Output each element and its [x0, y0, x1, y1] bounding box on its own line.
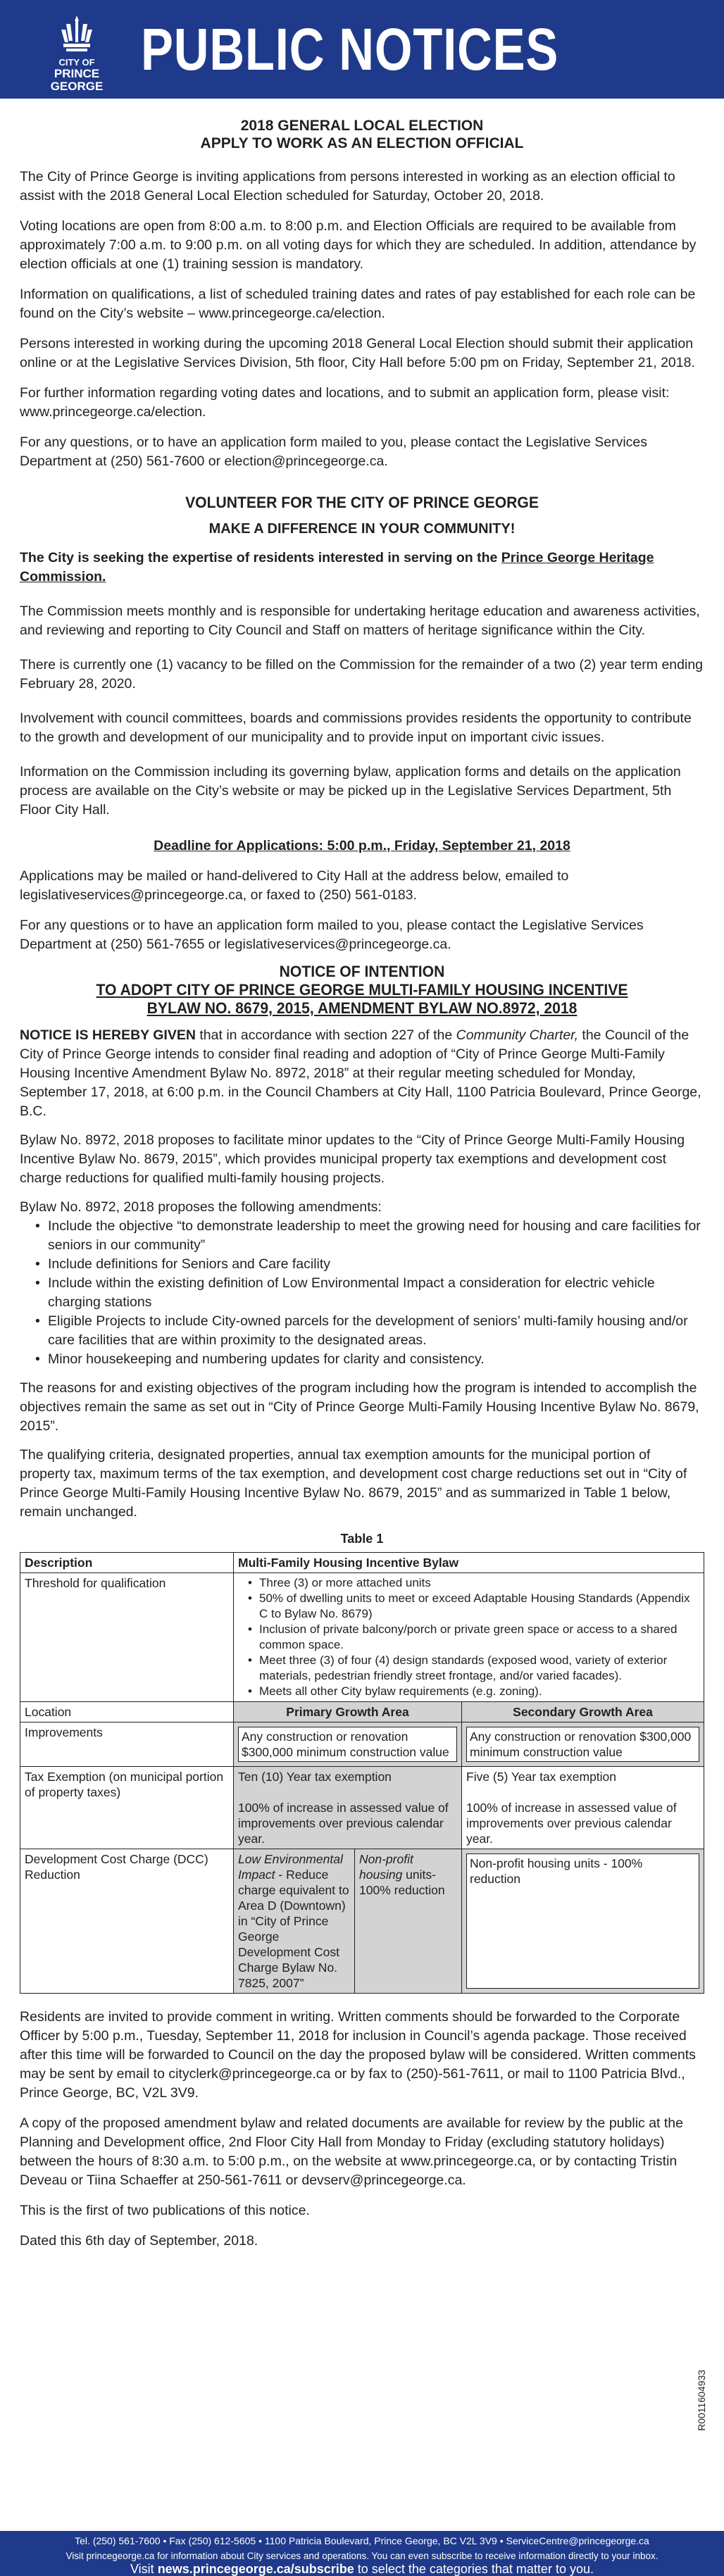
contact-footer: Tel. (250) 561-7600 • Fax (250) 612-5605 • 1100 Patricia Boulevard, Prince George, BC V2L 3V9 • ServiceCentre@princegeorge.ca — [0, 2531, 724, 2551]
dcc-secondary-cell — [462, 1849, 704, 1993]
list-item: • Meet three (3) of four (4) design standards (exposed wood, variety of exterior materials, pedestrian friendly street frontage, and/or varied facades). — [248, 1653, 699, 1684]
list-item: • Include the objective “to demonstrate leadership to meet the growing need for housing and care facilities for seniors in our community” — [35, 1217, 704, 1255]
footer-visit-text: Visit — [130, 2562, 158, 2576]
intention-heading-2: TO ADOPT CITY OF PRINCE GEORGE MULTI-FAMILY HOUSING INCENTIVE — [96, 981, 628, 999]
volunteer-paragraph: There is currently one (1) vacancy to be filled on the Commission for the remainder of a two (2) year term ending February 28, 2020. — [20, 657, 704, 692]
notice-text-a: that in accordance with section 227 of the — [195, 1027, 456, 1043]
public-notices-banner — [0, 0, 724, 99]
logo-line-1: CITY OF — [58, 57, 95, 68]
list-item: • Include within the existing definition of Low Environmental Impact a consideration for electric vehicle charging stations — [35, 1274, 704, 1312]
logo-line-2: PRINCE GEORGE — [50, 67, 104, 93]
closing-paragraph: A copy of the proposed amendment bylaw and related documents are available for review by the public at the Planning and Development office, 2nd Floor City Hall from Monday to Friday (excluding statutory holidays) between the hours of 8:30 a.m. to 5:00 p.m., on the website at www.princegeorge.ca, or by contacting Tristin Deveau or Tiina Schaeffer at 250-561-7611 or devserv@princegeorge.ca. — [20, 2115, 683, 2188]
list-item: • Eligible Projects to include City-owned parcels for the development of seniors’ multi-family housing and/or care facilities that are within proximity to the designated areas. — [35, 1312, 704, 1350]
tax-primary-amount: 100% of increase in assessed value of improvements over previous calendar year. — [238, 1801, 449, 1846]
table-caption: Table 1 — [340, 1532, 384, 1546]
subscribe-link[interactable]: news.princegeorge.ca/subscribe — [157, 2562, 354, 2576]
volunteer-paragraph: The Commission meets monthly and is responsible for undertaking heritage education and awareness activities, and reviewing and reporting to City Council and Staff on matters of heritage significance within the City. — [20, 604, 700, 638]
table-row — [20, 1849, 704, 1993]
volunteer-paragraph: Information on the Commission including its governing bylaw, application forms and details on the application process are available on the City’s website or may be picked up in the Legislative Services Department, 5th Floor City Hall. — [20, 764, 681, 818]
threshold-label: Threshold for qualification — [20, 1573, 234, 1701]
dcc-secondary: Non-profit housing units - 100% reduction — [466, 1853, 699, 1989]
intention-paragraph: The qualifying criteria, designated properties, annual tax exemption amounts for the municipal portion of property tax, maximum terms of the tax exemption, and development cost charge reductions set out in “City of Prince George Multi-Family Housing Incentive Bylaw No. 8679, 2015” and as summarized in Table 1 below, remain unchanged. — [20, 1447, 687, 1520]
tax-exemption-label: Tax Exemption (on municipal portion of property taxes) — [20, 1767, 234, 1849]
list-item: • 50% of dwelling units to meet or exceed Adaptable Housing Standards (Appendix C to Bylaw No. 8679) — [248, 1591, 699, 1622]
volunteer-paragraph: For any questions or to have an application form mailed to you, please contact the Legislative Services Department at (250) 561-7655 or legislativeservices@princegeorge.ca. — [20, 918, 644, 952]
threshold-criteria — [234, 1573, 704, 1701]
intention-heading-3: BYLAW NO. 8679, 2015, AMENDMENT BYLAW NO.8972, 2018 — [146, 999, 578, 1017]
application-deadline: Deadline for Applications: 5:00 p.m., Friday, September 21, 2018 — [154, 838, 570, 854]
table-header-bylaw: Multi-Family Housing Incentive Bylaw — [238, 1556, 459, 1570]
non-profit-label: Non-profit housing — [359, 1852, 413, 1882]
improvements-primary-cell — [234, 1722, 462, 1766]
table-row — [20, 1767, 704, 1849]
closing-paragraph: This is the first of two publications of this notice. — [20, 2203, 310, 2218]
list-item: • Meets all other City bylaw requirements (e.g. zoning). — [248, 1684, 699, 1699]
improvements-primary: Any construction or renovation $300,000 minimum construction value — [238, 1727, 457, 1762]
low-impact-label: Low Environmental Impact — [238, 1852, 343, 1882]
dcc-non-profit — [355, 1849, 461, 1993]
location-label: Location — [20, 1702, 234, 1722]
election-paragraph: For further information regarding voting dates and locations, and to submit an application form, please visit: www.princegeorge.ca/election. — [20, 385, 670, 420]
election-paragraph: Persons interested in working during the upcoming 2018 General Local Election should submit their application online or at the Legislative Services Division, 5th floor, City Hall before 5:00 pm on Friday, September 21, 2018. — [20, 336, 695, 370]
notice-text-b: the Council of the City of Prince George intends to consider final reading and adoption of “City of Prince George Multi-Family Housing Incentive Amendment Bylaw No. 8972, 2018” at their regular meeting scheduled for Monday, September 17, 2018, at 6:00 p.m. in the Council Chambers at City Hall, 1100 Patricia Boulevard, Prince George, B.C. — [20, 1027, 701, 1119]
election-heading-2: APPLY TO WORK AS AN ELECTION OFFICIAL — [200, 135, 524, 151]
footer-info-line: Visit princegeorge.ca for information about City services and operations. You can even subscribe to receive information directly to your inbox. — [65, 2551, 659, 2561]
volunteer-lead-text: The City is seeking the expertise of residents interested in serving on the — [20, 550, 498, 565]
list-item: • Inclusion of private balcony/porch or private green space or access to a shared common space. — [248, 1622, 699, 1653]
tax-primary-term: Ten (10) Year tax exemption — [238, 1770, 392, 1784]
heritage-commission-link[interactable]: Prince George Heritage Commission. — [20, 550, 654, 584]
table-row — [20, 1702, 704, 1722]
dcc-low-impact — [234, 1849, 355, 1993]
notice-given-label: NOTICE IS HEREBY GIVEN — [20, 1027, 196, 1043]
secondary-area-header: Secondary Growth Area — [462, 1702, 704, 1722]
intention-paragraph: The reasons for and existing objectives of the program including how the program is intended to accomplish the objectives remain the same as set out in “City of Prince George Multi-Family Housing Incentive Bylaw No. 8679, 2015”. — [20, 1380, 699, 1434]
list-item: • Three (3) or more attached units — [248, 1575, 699, 1591]
list-item: • Minor housekeeping and numbering updates for clarity and consistency. — [35, 1350, 704, 1369]
low-impact-text: - Reduce charge equivalent to Area D (Downtown) in “City of Prince George Development Cost Charge Bylaw No. 7825, 2007” — [238, 1868, 349, 1990]
volunteer-lead — [20, 549, 704, 587]
ad-reference-id: R0011604933 — [696, 2370, 707, 2431]
election-paragraph: Voting locations are open from 8:00 a.m. to 8:00 p.m. and Election Officials are required to be available from approximately 7:00 a.m. to 9:00 p.m. on all voting days for which they are scheduled. In addition, attendance by election officials at one (1) training session is mandatory. — [20, 218, 697, 272]
tax-secondary-amount: 100% of increase in assessed value of improvements over previous calendar year. — [466, 1801, 677, 1846]
election-paragraph: Information on qualifications, a list of scheduled training dates and rates of pay established for each role can be found on the City’s website – www.princegeorge.ca/election. — [20, 287, 696, 321]
closing-paragraph: Residents are invited to provide comment in writing. Written comments should be forwarded to the Corporate Officer by 5:00 p.m., Tuesday, September 11, 2018 for inclusion in Council’s agenda package. Those received after this time will be forwarded to Council on the day the proposed bylaw will be considered. Written comments may be sent by email to cityclerk@princegeorge.ca or by fax to (250)-561-7611, or mail to 1100 Patricia Blvd., Prince George, BC, V2L 3V9. — [20, 2009, 696, 2101]
tax-primary-cell — [234, 1767, 462, 1849]
volunteer-subheading: MAKE A DIFFERENCE IN YOUR COMMUNITY! — [208, 521, 516, 537]
city-logo[interactable] — [31, 14, 123, 92]
tax-secondary-cell — [462, 1767, 704, 1849]
volunteer-paragraph: Applications may be mailed or hand-delivered to City Hall at the address below, emailed to legislativeservices@princegeorge.ca, or faxed to (250) 561-0183. — [20, 868, 569, 903]
footer-subscribe-line — [0, 2562, 724, 2576]
tax-secondary-term: Five (5) Year tax exemption — [466, 1770, 617, 1784]
crown-crest-icon — [59, 14, 94, 55]
incentive-table — [20, 1552, 704, 1994]
notices-body — [20, 99, 704, 2251]
primary-area-header: Primary Growth Area — [234, 1702, 462, 1722]
footer-select-text: to select the categories that matter to you. — [354, 2562, 594, 2576]
dcc-label: Development Cost Charge (DCC) Reduction — [20, 1849, 234, 1993]
volunteer-paragraph: Involvement with council committees, boards and commissions provides residents the opportunity to contribute to the growth and development of our municipality and to provide input on important civic issues. — [20, 711, 692, 745]
volunteer-heading: VOLUNTEER FOR THE CITY OF PRINCE GEORGE — [185, 494, 539, 511]
table-header-description: Description — [20, 1553, 234, 1573]
table-row — [20, 1722, 704, 1767]
improvements-secondary: Any construction or renovation $300,000 minimum construction value — [466, 1727, 699, 1762]
table-row — [20, 1573, 704, 1702]
dcc-primary-cell — [234, 1849, 462, 1993]
amendments-list — [20, 1217, 704, 1369]
intention-paragraph: Bylaw No. 8972, 2018 proposes to facilitate minor updates to the “City of Prince George Multi-Family Housing Incentive Bylaw No. 8679, 2015”, which provides municipal property tax exemptions and development cost charge reductions for qualified multi-family housing projects. — [20, 1132, 685, 1186]
intention-paragraph — [20, 1026, 704, 1121]
threshold-list — [238, 1575, 699, 1699]
subscribe-footer — [0, 2551, 724, 2576]
page-title: PUBLIC NOTICES — [141, 16, 559, 82]
election-heading-1: 2018 GENERAL LOCAL ELECTION — [240, 118, 484, 134]
improvements-secondary-cell — [462, 1722, 704, 1766]
election-paragraph: The City of Prince George is inviting applications from persons interested in working as an election official to assist with the 2018 General Local Election scheduled for Saturday, October 20, 2018. — [20, 169, 675, 204]
improvements-label: Improvements — [20, 1722, 234, 1766]
community-charter-ref: Community Charter, — [456, 1027, 578, 1043]
table-row — [20, 1553, 704, 1573]
election-paragraph: For any questions, or to have an application form mailed to you, please contact the Legislative Services Department at (250) 561-7600 or election@princegeorge.ca. — [20, 434, 647, 469]
non-profit-text: units- 100% reduction — [359, 1868, 445, 1897]
list-item: • Include definitions for Seniors and Care facility — [35, 1255, 704, 1274]
intention-paragraph: Bylaw No. 8972, 2018 proposes the following amendments: — [20, 1199, 382, 1215]
intention-heading-1: NOTICE OF INTENTION — [279, 963, 445, 980]
closing-paragraph: Dated this 6th day of September, 2018. — [20, 2233, 258, 2249]
